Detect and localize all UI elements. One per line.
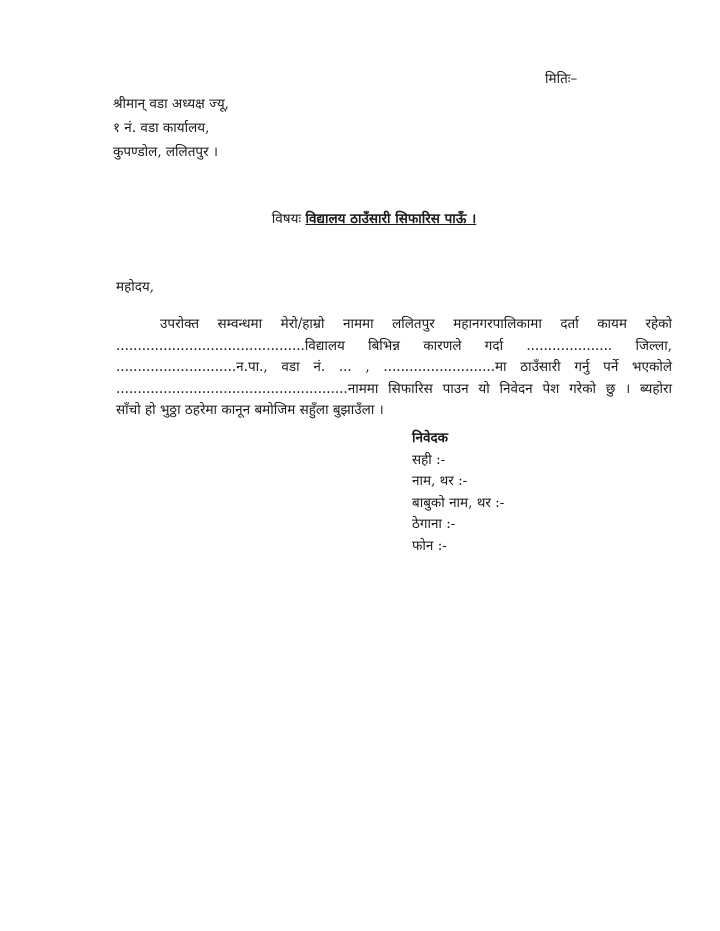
body-paragraph [116,314,672,422]
applicant-block [412,428,504,557]
applicant-heading: निवेदक [412,430,449,446]
body-line-5: साँचो हो भुठ्ठा ठहरेमा कानून बमोजिम सहुँला बुझाउँला । [116,402,384,418]
phone-field: फोन :- [412,537,447,554]
addressee-line-3: कुपण्डोल, ललितपुर । [113,144,218,160]
name-field: नाम, थर :- [412,473,468,489]
address-field: ठेगाना :- [412,516,456,532]
subject-prefix: विषयः [271,211,302,227]
body-line-2: ............................................विद्यालय बिभिन्न कारणले गर्दा .................... जिल्ला, [116,337,672,354]
body-line-3: ............................न.पा., वडा नं. ... , ..........................मा ठाउँसारी गर्नु पर्ने भएकोले [116,359,672,375]
body-line-4: ......................................................नाममा सिफारिस पाउन यो निवेदन पेश गरेको छु । ब्यहोरा [116,380,672,397]
addressee-block [113,92,229,164]
body-line-1: उपरोक्त सम्वन्धमा मेरो/हाम्रो नाममा ललितपुर महानगरपालिकामा दर्ता कायम रहेको [160,316,672,332]
addressee-line-1: श्रीमान् वडा अध्यक्ष ज्यू, [113,96,229,112]
signature-field: सही :- [412,451,446,468]
subject-text: विद्यालय ठाउँसारी सिफारिस पाऊँ । [305,211,477,227]
date-label: मितिः– [545,71,578,87]
salutation: महोदय, [116,279,155,295]
subject-line [14,208,720,230]
father-name-field: बाबुको नाम, थर :- [412,494,505,511]
addressee-line-2: १ नं. वडा कार्यालय, [113,120,210,136]
